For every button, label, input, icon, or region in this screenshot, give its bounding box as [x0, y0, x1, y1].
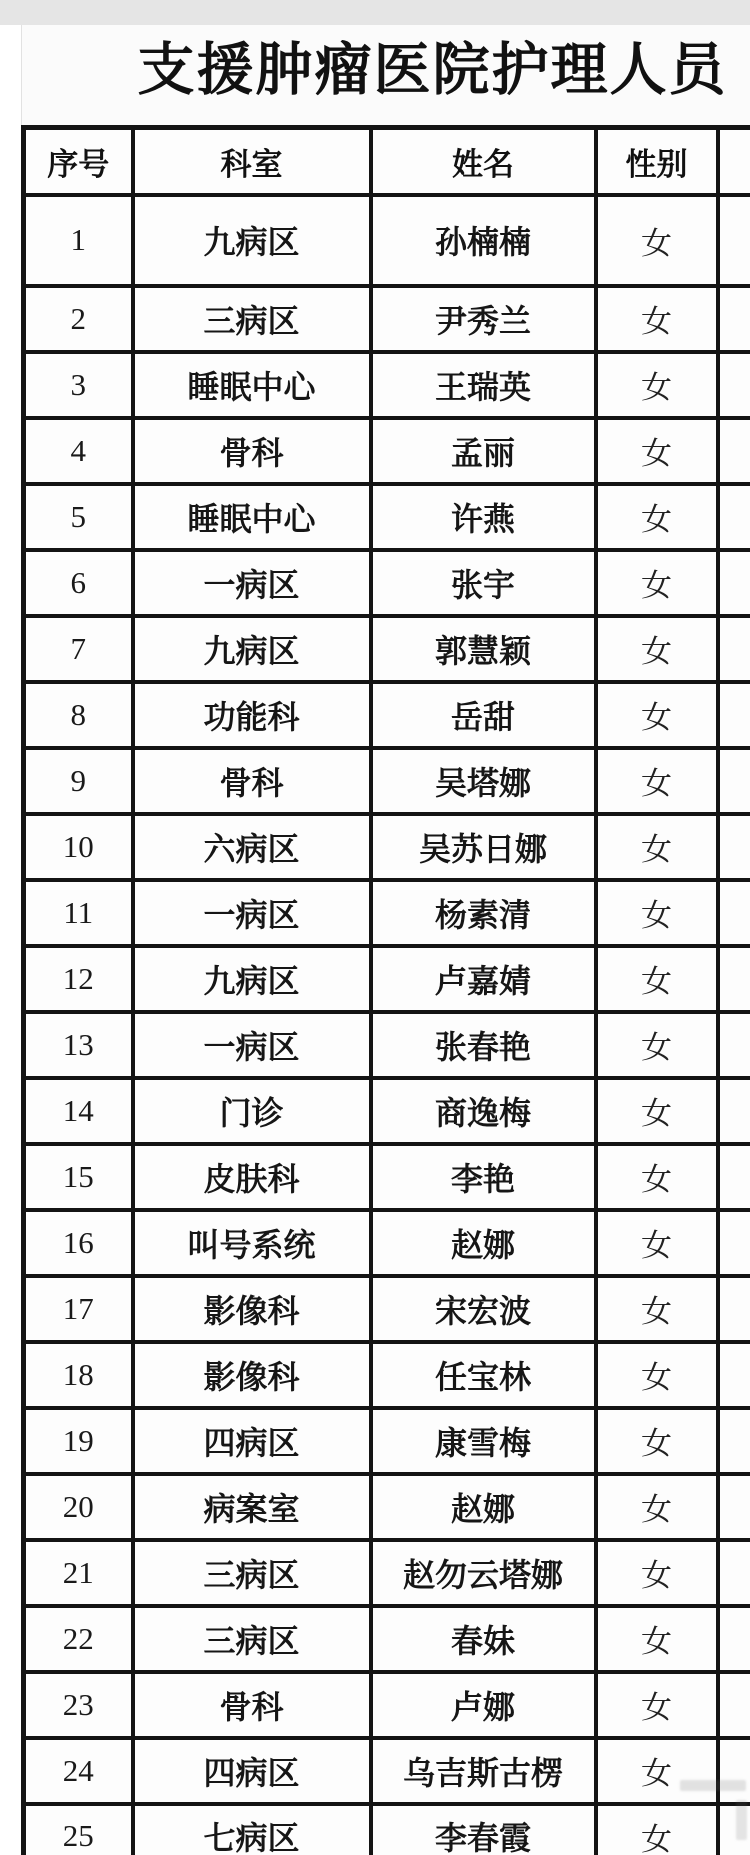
table-row: [24, 1078, 750, 1144]
table-row: [24, 1276, 750, 1342]
cell-department: 一病区: [133, 1012, 371, 1078]
cell-department: 三病区: [133, 1606, 371, 1672]
header-extra: [718, 128, 750, 195]
cell-department: 睡眠中心: [133, 484, 371, 550]
cell-extra: [718, 814, 750, 880]
cell-name: 赵勿云塔娜: [371, 1540, 596, 1606]
cell-gender: 女: [596, 616, 718, 682]
cell-gender: 女: [596, 1672, 718, 1738]
cell-gender: 女: [596, 946, 718, 1012]
cell-name: 乌吉斯古楞: [371, 1738, 596, 1804]
cell-department: 影像科: [133, 1276, 371, 1342]
cell-gender: 女: [596, 1408, 718, 1474]
cell-extra: [718, 1210, 750, 1276]
cell-serial: 23: [24, 1672, 133, 1738]
table-row: [24, 1342, 750, 1408]
cell-name: 吴塔娜: [371, 748, 596, 814]
cell-extra: [718, 352, 750, 418]
cell-serial: 11: [24, 880, 133, 946]
cell-extra: [718, 880, 750, 946]
cell-department: 骨科: [133, 418, 371, 484]
cell-department: 叫号系统: [133, 1210, 371, 1276]
cell-extra: [718, 484, 750, 550]
cell-extra: [718, 946, 750, 1012]
cell-department: 三病区: [133, 1540, 371, 1606]
cell-serial: 17: [24, 1276, 133, 1342]
cell-name: 宋宏波: [371, 1276, 596, 1342]
cell-extra: [718, 616, 750, 682]
table-row: [24, 484, 750, 550]
cell-department: 六病区: [133, 814, 371, 880]
cell-serial: 14: [24, 1078, 133, 1144]
cell-serial: 7: [24, 616, 133, 682]
cell-name: 任宝林: [371, 1342, 596, 1408]
header-serial: 序号: [24, 128, 133, 195]
cell-serial: 15: [24, 1144, 133, 1210]
cell-serial: 10: [24, 814, 133, 880]
cell-gender: 女: [596, 1342, 718, 1408]
cell-name: 赵娜: [371, 1474, 596, 1540]
cell-gender: 女: [596, 484, 718, 550]
cell-extra: [718, 1276, 750, 1342]
top-gray-strip: [0, 0, 750, 25]
cell-extra: [718, 418, 750, 484]
cell-serial: 4: [24, 418, 133, 484]
cell-extra: [718, 1012, 750, 1078]
table-row: [24, 946, 750, 1012]
header-gender: 性别: [596, 128, 718, 195]
table-row: [24, 880, 750, 946]
table-row: [24, 1672, 750, 1738]
cell-serial: 3: [24, 352, 133, 418]
cell-serial: 12: [24, 946, 133, 1012]
cell-name: 李艳: [371, 1144, 596, 1210]
page-title: 支援肿瘤医院护理人员: [137, 38, 728, 102]
cell-gender: 女: [596, 1276, 718, 1342]
table-row: [24, 1738, 750, 1804]
cell-extra: [718, 748, 750, 814]
cell-gender: 女: [596, 1078, 718, 1144]
cell-extra: [718, 1672, 750, 1738]
header-row: [24, 128, 750, 195]
cell-serial: 13: [24, 1012, 133, 1078]
cell-serial: 8: [24, 682, 133, 748]
table-row: [24, 1540, 750, 1606]
cell-extra: [718, 286, 750, 352]
cell-gender: 女: [596, 880, 718, 946]
cell-department: 门诊: [133, 1078, 371, 1144]
cell-extra: [718, 1342, 750, 1408]
cell-serial: 6: [24, 550, 133, 616]
cell-gender: 女: [596, 286, 718, 352]
cell-extra: [718, 682, 750, 748]
cell-gender: 女: [596, 748, 718, 814]
cell-department: 七病区: [133, 1804, 371, 1855]
table-row: [24, 1408, 750, 1474]
table-row: [24, 1606, 750, 1672]
cell-department: 九病区: [133, 946, 371, 1012]
cell-extra: [718, 1540, 750, 1606]
cell-name: 李春霞: [371, 1804, 596, 1855]
cell-department: 四病区: [133, 1738, 371, 1804]
cell-name: 康雪梅: [371, 1408, 596, 1474]
cell-name: 张宇: [371, 550, 596, 616]
cell-extra: [718, 550, 750, 616]
cell-name: 王瑞英: [371, 352, 596, 418]
cell-serial: 16: [24, 1210, 133, 1276]
table-row: [24, 1144, 750, 1210]
cell-extra: [718, 1606, 750, 1672]
cell-gender: 女: [596, 195, 718, 286]
cell-extra: [718, 1474, 750, 1540]
cell-name: 商逸梅: [371, 1078, 596, 1144]
header-department: 科室: [133, 128, 371, 195]
cell-name: 吴苏日娜: [371, 814, 596, 880]
cell-serial: 19: [24, 1408, 133, 1474]
cell-extra: [718, 195, 750, 286]
title-bar: [21, 25, 750, 125]
cell-gender: 女: [596, 550, 718, 616]
table-row: [24, 682, 750, 748]
table-row: [24, 418, 750, 484]
cell-gender: 女: [596, 1012, 718, 1078]
table-row: [24, 1210, 750, 1276]
cell-department: 功能科: [133, 682, 371, 748]
table-row: [24, 550, 750, 616]
cell-department: 九病区: [133, 195, 371, 286]
cell-gender: 女: [596, 1606, 718, 1672]
cell-name: 孟丽: [371, 418, 596, 484]
cell-gender: 女: [596, 1738, 718, 1804]
cell-gender: 女: [596, 1804, 718, 1855]
table-row: [24, 1804, 750, 1855]
cell-name: 赵娜: [371, 1210, 596, 1276]
cell-department: 一病区: [133, 880, 371, 946]
cell-department: 一病区: [133, 550, 371, 616]
cell-serial: 18: [24, 1342, 133, 1408]
cell-extra: [718, 1408, 750, 1474]
cell-department: 骨科: [133, 748, 371, 814]
cell-department: 九病区: [133, 616, 371, 682]
table-row: [24, 1474, 750, 1540]
cell-serial: 20: [24, 1474, 133, 1540]
cell-name: 张春艳: [371, 1012, 596, 1078]
staff-table: [21, 125, 750, 1855]
cell-department: 皮肤科: [133, 1144, 371, 1210]
cell-serial: 24: [24, 1738, 133, 1804]
cell-name: 卢娜: [371, 1672, 596, 1738]
cell-extra: [718, 1144, 750, 1210]
cell-serial: 5: [24, 484, 133, 550]
cell-extra: [718, 1738, 750, 1804]
cell-gender: 女: [596, 682, 718, 748]
cell-serial: 22: [24, 1606, 133, 1672]
cell-name: 春妹: [371, 1606, 596, 1672]
spreadsheet-area: [21, 25, 750, 1855]
cell-serial: 2: [24, 286, 133, 352]
table-row: [24, 286, 750, 352]
cell-gender: 女: [596, 1474, 718, 1540]
header-name: 姓名: [371, 128, 596, 195]
cell-name: 许燕: [371, 484, 596, 550]
table-row: [24, 195, 750, 286]
cell-serial: 25: [24, 1804, 133, 1855]
cell-department: 睡眠中心: [133, 352, 371, 418]
cell-serial: 9: [24, 748, 133, 814]
cell-extra: [718, 1804, 750, 1855]
cell-name: 岳甜: [371, 682, 596, 748]
cell-name: 卢嘉婧: [371, 946, 596, 1012]
cell-serial: 21: [24, 1540, 133, 1606]
cell-gender: 女: [596, 1210, 718, 1276]
cell-gender: 女: [596, 814, 718, 880]
table-row: [24, 1012, 750, 1078]
cell-name: 郭慧颖: [371, 616, 596, 682]
cell-serial: 1: [24, 195, 133, 286]
cell-department: 骨科: [133, 1672, 371, 1738]
table-row: [24, 814, 750, 880]
cell-extra: [718, 1078, 750, 1144]
cell-department: 三病区: [133, 286, 371, 352]
cell-department: 四病区: [133, 1408, 371, 1474]
cell-department: 病案室: [133, 1474, 371, 1540]
cell-name: 尹秀兰: [371, 286, 596, 352]
cell-name: 孙楠楠: [371, 195, 596, 286]
table-row: [24, 616, 750, 682]
table-row: [24, 748, 750, 814]
cell-gender: 女: [596, 418, 718, 484]
cell-department: 影像科: [133, 1342, 371, 1408]
cell-name: 杨素清: [371, 880, 596, 946]
table-row: [24, 352, 750, 418]
cell-gender: 女: [596, 1540, 718, 1606]
cell-gender: 女: [596, 1144, 718, 1210]
cell-gender: 女: [596, 352, 718, 418]
